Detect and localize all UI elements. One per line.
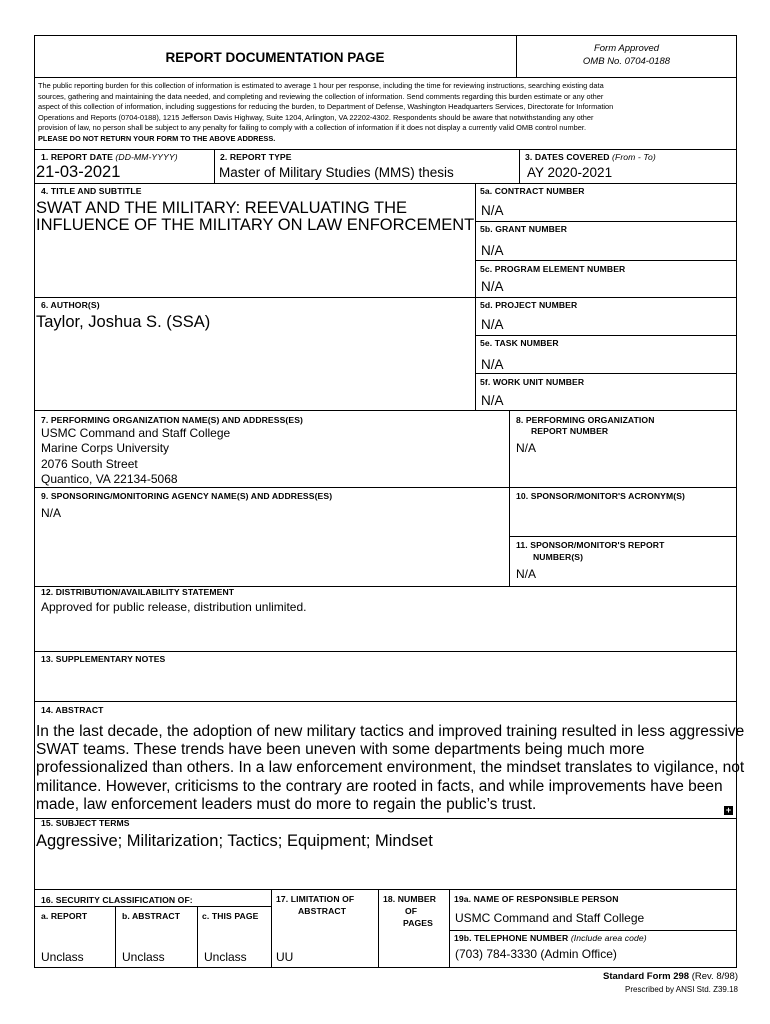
burden-line: Operations and Reports (0704-0188), 1215 Jefferson Davis Highway, Suite 1204, Arlington, VA 22202-4302. Respondents should be aware that notwithstanding any other <box>38 112 594 122</box>
burden-line: sources, gathering and maintaining the data needed, and completing and reviewing the collection of information. Send comments regarding this burden estimate or any other <box>38 91 604 101</box>
burden-notice <box>38 81 733 145</box>
address-line: 2076 South Street <box>41 456 138 471</box>
grant-number-value[interactable]: N/A <box>481 243 504 258</box>
standard-form-number: Standard Form 298 (Rev. 8/98) <box>603 971 738 982</box>
abstract-text[interactable] <box>36 723 744 814</box>
abstract-line: militance. However, criticisms to the contrary are rooted in facts, and while improvements have been <box>36 777 723 795</box>
sponsor-report-label: 11. SPONSOR/MONITOR'S REPORT <box>516 540 665 550</box>
number-of-pages-label-3: PAGES <box>403 918 433 928</box>
burden-line: provision of law, no person shall be subject to any penalty for failing to comply with a collection of information if it does not display a currently valid OMB control number. <box>38 123 587 133</box>
report-type-value[interactable]: Master of Military Studies (MMS) thesis <box>219 165 454 180</box>
page-title: REPORT DOCUMENTATION PAGE <box>165 50 385 65</box>
abstract-line: In the last decade, the adoption of new military tactics and improved training resulted in less aggressive <box>36 723 745 740</box>
prescribed-by: Prescribed by ANSI Std. Z39.18 <box>625 985 738 994</box>
work-unit-value[interactable]: N/A <box>481 393 504 408</box>
author-label: 6. AUTHOR(S) <box>41 300 100 310</box>
abstract-class-value[interactable]: Unclass <box>122 950 165 964</box>
distribution-value[interactable]: Approved for public release, distribution unlimited. <box>41 600 307 614</box>
performing-org-address[interactable] <box>41 426 230 487</box>
this-page-class-value[interactable]: Unclass <box>204 950 247 964</box>
report-class-label: a. REPORT <box>41 911 88 921</box>
title-line-1[interactable]: SWAT AND THE MILITARY: REEVALUATING THE <box>36 199 408 217</box>
limitation-label: 17. LIMITATION OF <box>276 894 355 904</box>
author-value[interactable]: Taylor, Joshua S. (SSA) <box>36 313 211 331</box>
title-line-2[interactable]: INFLUENCE OF THE MILITARY ON LAW ENFORCEMENT <box>36 216 475 234</box>
task-number-label: 5e. TASK NUMBER <box>480 338 559 348</box>
burden-line: The public reporting burden for this collection of information is estimated to average 1 hour per response, including the time for reviewing instructions, searching existing data <box>38 81 604 90</box>
work-unit-label: 5f. WORK UNIT NUMBER <box>480 377 585 387</box>
grant-number-label: 5b. GRANT NUMBER <box>480 224 568 234</box>
program-element-label: 5c. PROGRAM ELEMENT NUMBER <box>480 264 626 274</box>
abstract-class-label: b. ABSTRACT <box>122 911 181 921</box>
responsible-person-label: 19a. NAME OF RESPONSIBLE PERSON <box>454 894 619 904</box>
performing-report-label: 8. PERFORMING ORGANIZATION <box>516 415 655 425</box>
sponsoring-agency-value[interactable]: N/A <box>41 506 62 520</box>
program-element-value[interactable]: N/A <box>481 279 504 294</box>
subject-terms-label: 15. SUBJECT TERMS <box>41 818 130 828</box>
telephone-value[interactable]: (703) 784-3330 (Admin Office) <box>455 947 617 961</box>
abstract-label: 14. ABSTRACT <box>41 705 104 715</box>
report-class-value[interactable]: Unclass <box>41 950 84 964</box>
form-approved-label: Form Approved <box>593 43 660 54</box>
report-type-label: 2. REPORT TYPE <box>220 152 292 162</box>
subject-terms-value[interactable]: Aggressive; Militarization; Tactics; Equipment; Mindset <box>36 832 433 850</box>
performing-report-value[interactable]: N/A <box>516 441 537 455</box>
abstract-line: SWAT teams. These trends have been uneven with some departments being much more <box>36 741 645 759</box>
task-number-value[interactable]: N/A <box>481 357 504 372</box>
number-of-pages-label-2: OF <box>405 906 418 916</box>
address-line: Quantico, VA 22134-5068 <box>41 471 178 486</box>
omb-number: OMB No. 0704-0188 <box>582 56 671 67</box>
security-classification-label: 16. SECURITY CLASSIFICATION OF: <box>41 895 193 905</box>
contract-number-label: 5a. CONTRACT NUMBER <box>480 186 585 196</box>
supplementary-notes-label: 13. SUPPLEMENTARY NOTES <box>41 654 166 664</box>
project-number-label: 5d. PROJECT NUMBER <box>480 300 578 310</box>
abstract-line: professionalized than others. In a law enforcement environment, the mindset translates to vigilance, not <box>36 759 745 777</box>
report-date-value[interactable]: 21-03-2021 <box>36 163 121 181</box>
address-line: USMC Command and Staff College <box>41 426 231 440</box>
project-number-value[interactable]: N/A <box>481 317 504 332</box>
this-page-class-label: c. THIS PAGE <box>202 911 259 921</box>
sponsor-report-value[interactable]: N/A <box>516 567 537 581</box>
address-line: Marine Corps University <box>41 441 170 456</box>
expand-plus-icon[interactable]: + <box>725 805 732 815</box>
distribution-label: 12. DISTRIBUTION/AVAILABILITY STATEMENT <box>41 587 235 597</box>
do-not-return-notice: PLEASE DO NOT RETURN YOUR FORM TO THE ABOVE ADDRESS. <box>38 133 276 143</box>
performing-report-label-2: REPORT NUMBER <box>531 426 609 436</box>
title-subtitle-label: 4. TITLE AND SUBTITLE <box>41 186 142 196</box>
sponsoring-agency-label: 9. SPONSORING/MONITORING AGENCY NAME(S) AND ADDRESS(ES) <box>41 491 333 501</box>
contract-number-value[interactable]: N/A <box>481 203 504 218</box>
performing-org-label: 7. PERFORMING ORGANIZATION NAME(S) AND ADDRESS(ES) <box>41 415 304 425</box>
telephone-label: 19b. TELEPHONE NUMBER (Include area code) <box>454 933 647 943</box>
report-date-label: 1. REPORT DATE (DD-MM-YYYY) <box>41 152 178 162</box>
limitation-value[interactable]: UU <box>276 950 294 964</box>
dates-covered-value[interactable]: AY 2020-2021 <box>527 165 613 180</box>
sponsor-report-label-2: NUMBER(S) <box>533 552 584 562</box>
responsible-person-value[interactable]: USMC Command and Staff College <box>455 911 645 925</box>
limitation-label-2: ABSTRACT <box>298 906 347 916</box>
burden-line: aspect of this collection of information, including suggestions for reducing the burden, to Department of Defense, Washington Headquarters Services, Directorate for Information <box>38 102 614 112</box>
dates-covered-label: 3. DATES COVERED (From - To) <box>525 152 656 162</box>
abstract-line: made, law enforcement leaders must do more to regain the public’s trust. <box>36 795 537 813</box>
number-of-pages-label: 18. NUMBER <box>383 894 437 904</box>
sponsor-acronym-label: 10. SPONSOR/MONITOR'S ACRONYM(S) <box>516 491 686 501</box>
